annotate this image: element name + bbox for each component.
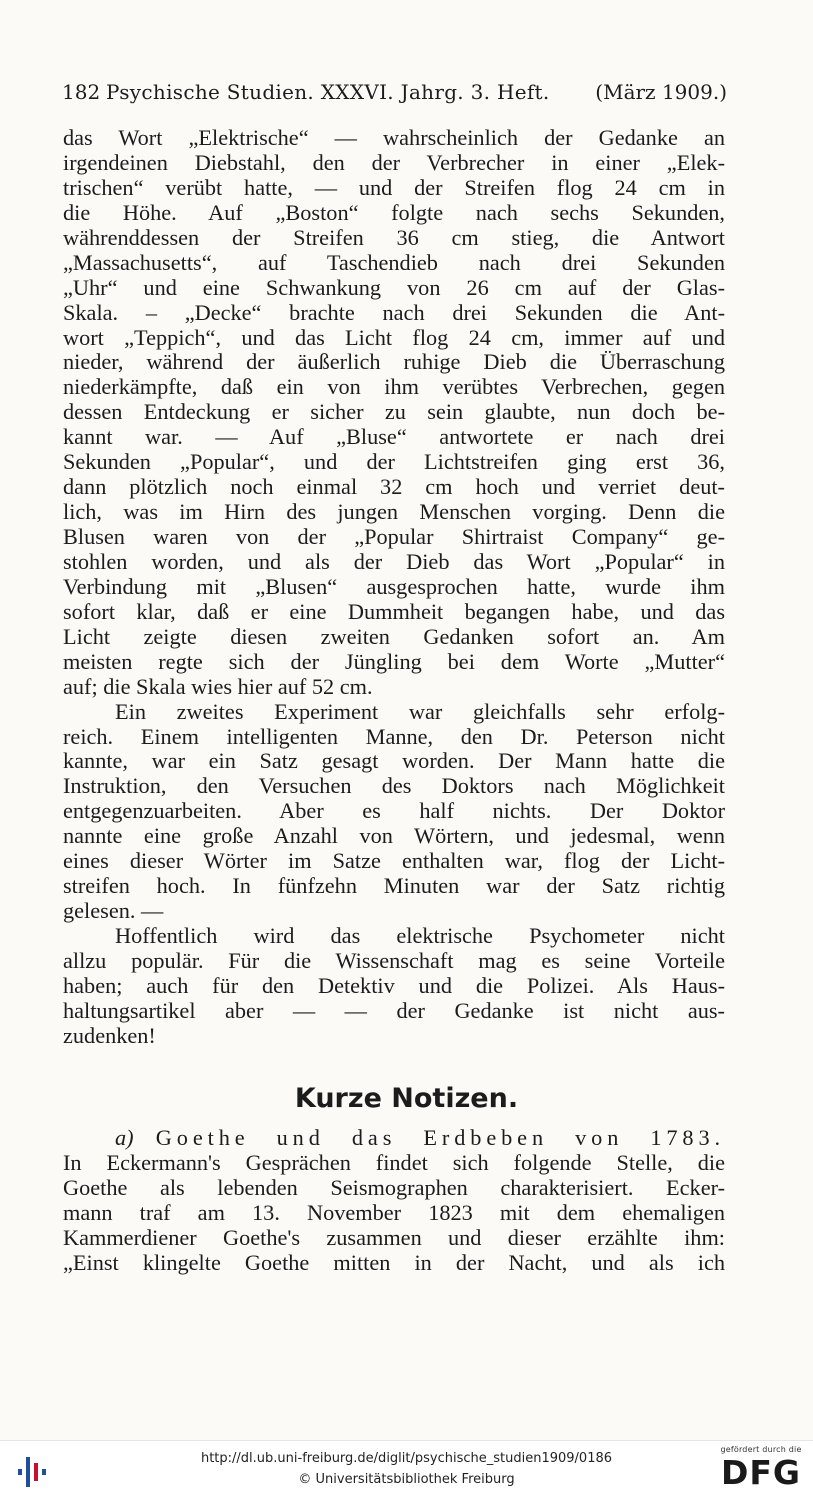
text-line: „Uhr“ und eine Schwankung von 26 cm auf der Glas- — [63, 274, 725, 300]
text-line: meisten regte sich der Jüngling bei dem Worte „Mutter“ — [63, 648, 725, 674]
text-line: kannte, war ein Satz gesagt worden. Der Mann hatte die — [63, 748, 725, 774]
section-lines — [63, 1151, 725, 1276]
text-line: dann plötzlich noch einmal 32 cm hoch und verriet deut- — [63, 474, 725, 500]
text-line: haben; auch für den Detektiv und die Polizei. Als Haus- — [63, 972, 725, 998]
viewer-footer — [0, 1440, 813, 1499]
running-header — [62, 80, 727, 104]
svg-text:DFG: DFG — [720, 1455, 802, 1487]
text-line: streifen hoch. In fünfzehn Minuten war der Satz richtig — [63, 873, 725, 899]
text-line: „Massachusetts“, auf Taschendieb nach drei Sekunden — [63, 249, 725, 275]
text-line: nannte eine große Anzahl von Wörtern, und jedesmal, wenn — [63, 823, 725, 849]
item-label: a) — [115, 1125, 134, 1150]
item-title-line — [63, 1126, 725, 1151]
text-line: kannt war. — Auf „Bluse“ antwortete er nach drei — [63, 424, 725, 450]
text-line: „Einst klingelte Goethe mitten in der Nacht, und als ich — [63, 1249, 725, 1275]
text-line: trischen“ verübt hatte, — und der Streifen flog 24 cm in — [63, 174, 725, 200]
permalink[interactable]: http://dl.ub.uni-freiburg.de/diglit/psychische_studien1909/0186 — [200, 1451, 613, 1466]
text-line: Verbindung mit „Blusen“ ausgesprochen hatte, wurde ihm — [63, 573, 725, 599]
text-line: Ein zweites Experiment war gleichfalls sehr erfolg- — [115, 698, 725, 724]
text-line: Instruktion, den Versuchen des Doktors nach Möglichkeit — [63, 773, 725, 799]
text-line: das Wort „Elektrische“ — wahrscheinlich der Gedanke an — [63, 125, 725, 150]
page-number: 182 — [62, 80, 101, 104]
issue-date: (März 1909.) — [595, 80, 727, 104]
text-line: gelesen. — — [63, 898, 164, 924]
text-line: nieder, während der äußerlich ruhige Dieb die Überraschung — [63, 349, 725, 375]
text-line: auf; die Skala wies hier auf 52 cm. — [63, 673, 373, 699]
text-line: niederkämpfte, daß ein von ihm verübtes Verbrechen, gegen — [63, 374, 725, 400]
text-line: allzu populär. Für die Wissenschaft mag es seine Vorteile — [63, 947, 725, 973]
running-title: Psychische Studien. XXXVI. Jahrg. 3. Heft. — [106, 80, 550, 104]
dfg-logo — [719, 1445, 803, 1495]
text-line: Hoffentlich wird das elektrische Psychometer nicht — [115, 923, 725, 948]
text-line: wort „Teppich“, und das Licht flog 24 cm, immer auf und — [63, 324, 725, 350]
text-line: reich. Einem intelligenten Manne, den Dr. Peterson nicht — [63, 723, 725, 749]
copyright-notice: © Universitätsbibliothek Freiburg — [298, 1472, 515, 1487]
text-line: irgendeinen Diebstahl, den der Verbrecher in einer „Elek- — [63, 149, 725, 175]
article-body — [63, 126, 725, 1049]
text-line: mann traf am 13. November 1823 mit dem ehemaligen — [63, 1199, 725, 1225]
text-line: Blusen waren von der „Popular Shirtraist Company“ ge- — [63, 524, 725, 549]
text-line: sofort klar, daß er eine Dummheit begangen habe, und das — [63, 598, 725, 624]
text-line: Sekunden „Popular“, und der Lichtstreifen ging erst 36, — [63, 449, 725, 475]
text-line: währenddessen der Streifen 36 cm stieg, die Antwort — [63, 224, 725, 250]
text-line: haltungsartikel aber — — der Gedanke ist nicht aus- — [63, 997, 725, 1023]
section-heading: Kurze Notizen. — [294, 1083, 519, 1114]
text-line: die Höhe. Auf „Boston“ folgte nach sechs Sekunden, — [63, 199, 725, 225]
dfg-wordmark-icon — [720, 1455, 802, 1487]
text-line: In Eckermann's Gesprächen findet sich folgende Stelle, die — [63, 1149, 725, 1175]
text-line: Goethe als lebenden Seismographen charakterisiert. Ecker- — [63, 1174, 725, 1200]
text-line: stohlen worden, und als der Dieb das Wort „Popular“ in — [63, 548, 725, 574]
text-line: zudenken! — [63, 1022, 156, 1048]
dfg-caption: gefördert durch die — [720, 1445, 802, 1454]
text-line: eines dieser Wörter im Satze enthalten war, flog der Licht- — [63, 848, 725, 874]
text-line: Kammerdiener Goethe's zusammen und dieser erzählte ihm: — [63, 1224, 725, 1250]
item-title: Goethe und das Erdbeben von 1783. — [155, 1125, 725, 1150]
text-line: Skala. – „Decke“ brachte nach drei Sekunden die Ant- — [63, 299, 725, 325]
text-line: entgegenzuarbeiten. Aber es half nichts. Der Doktor — [63, 798, 725, 824]
text-line: dessen Entdeckung er sicher zu sein glaubte, nun doch be- — [63, 399, 725, 425]
text-line: Licht zeigte diesen zweiten Gedanken sofort an. Am — [63, 623, 725, 649]
text-line: lich, was im Hirn des jungen Menschen vorging. Denn die — [63, 499, 725, 525]
section-body — [63, 1126, 725, 1276]
